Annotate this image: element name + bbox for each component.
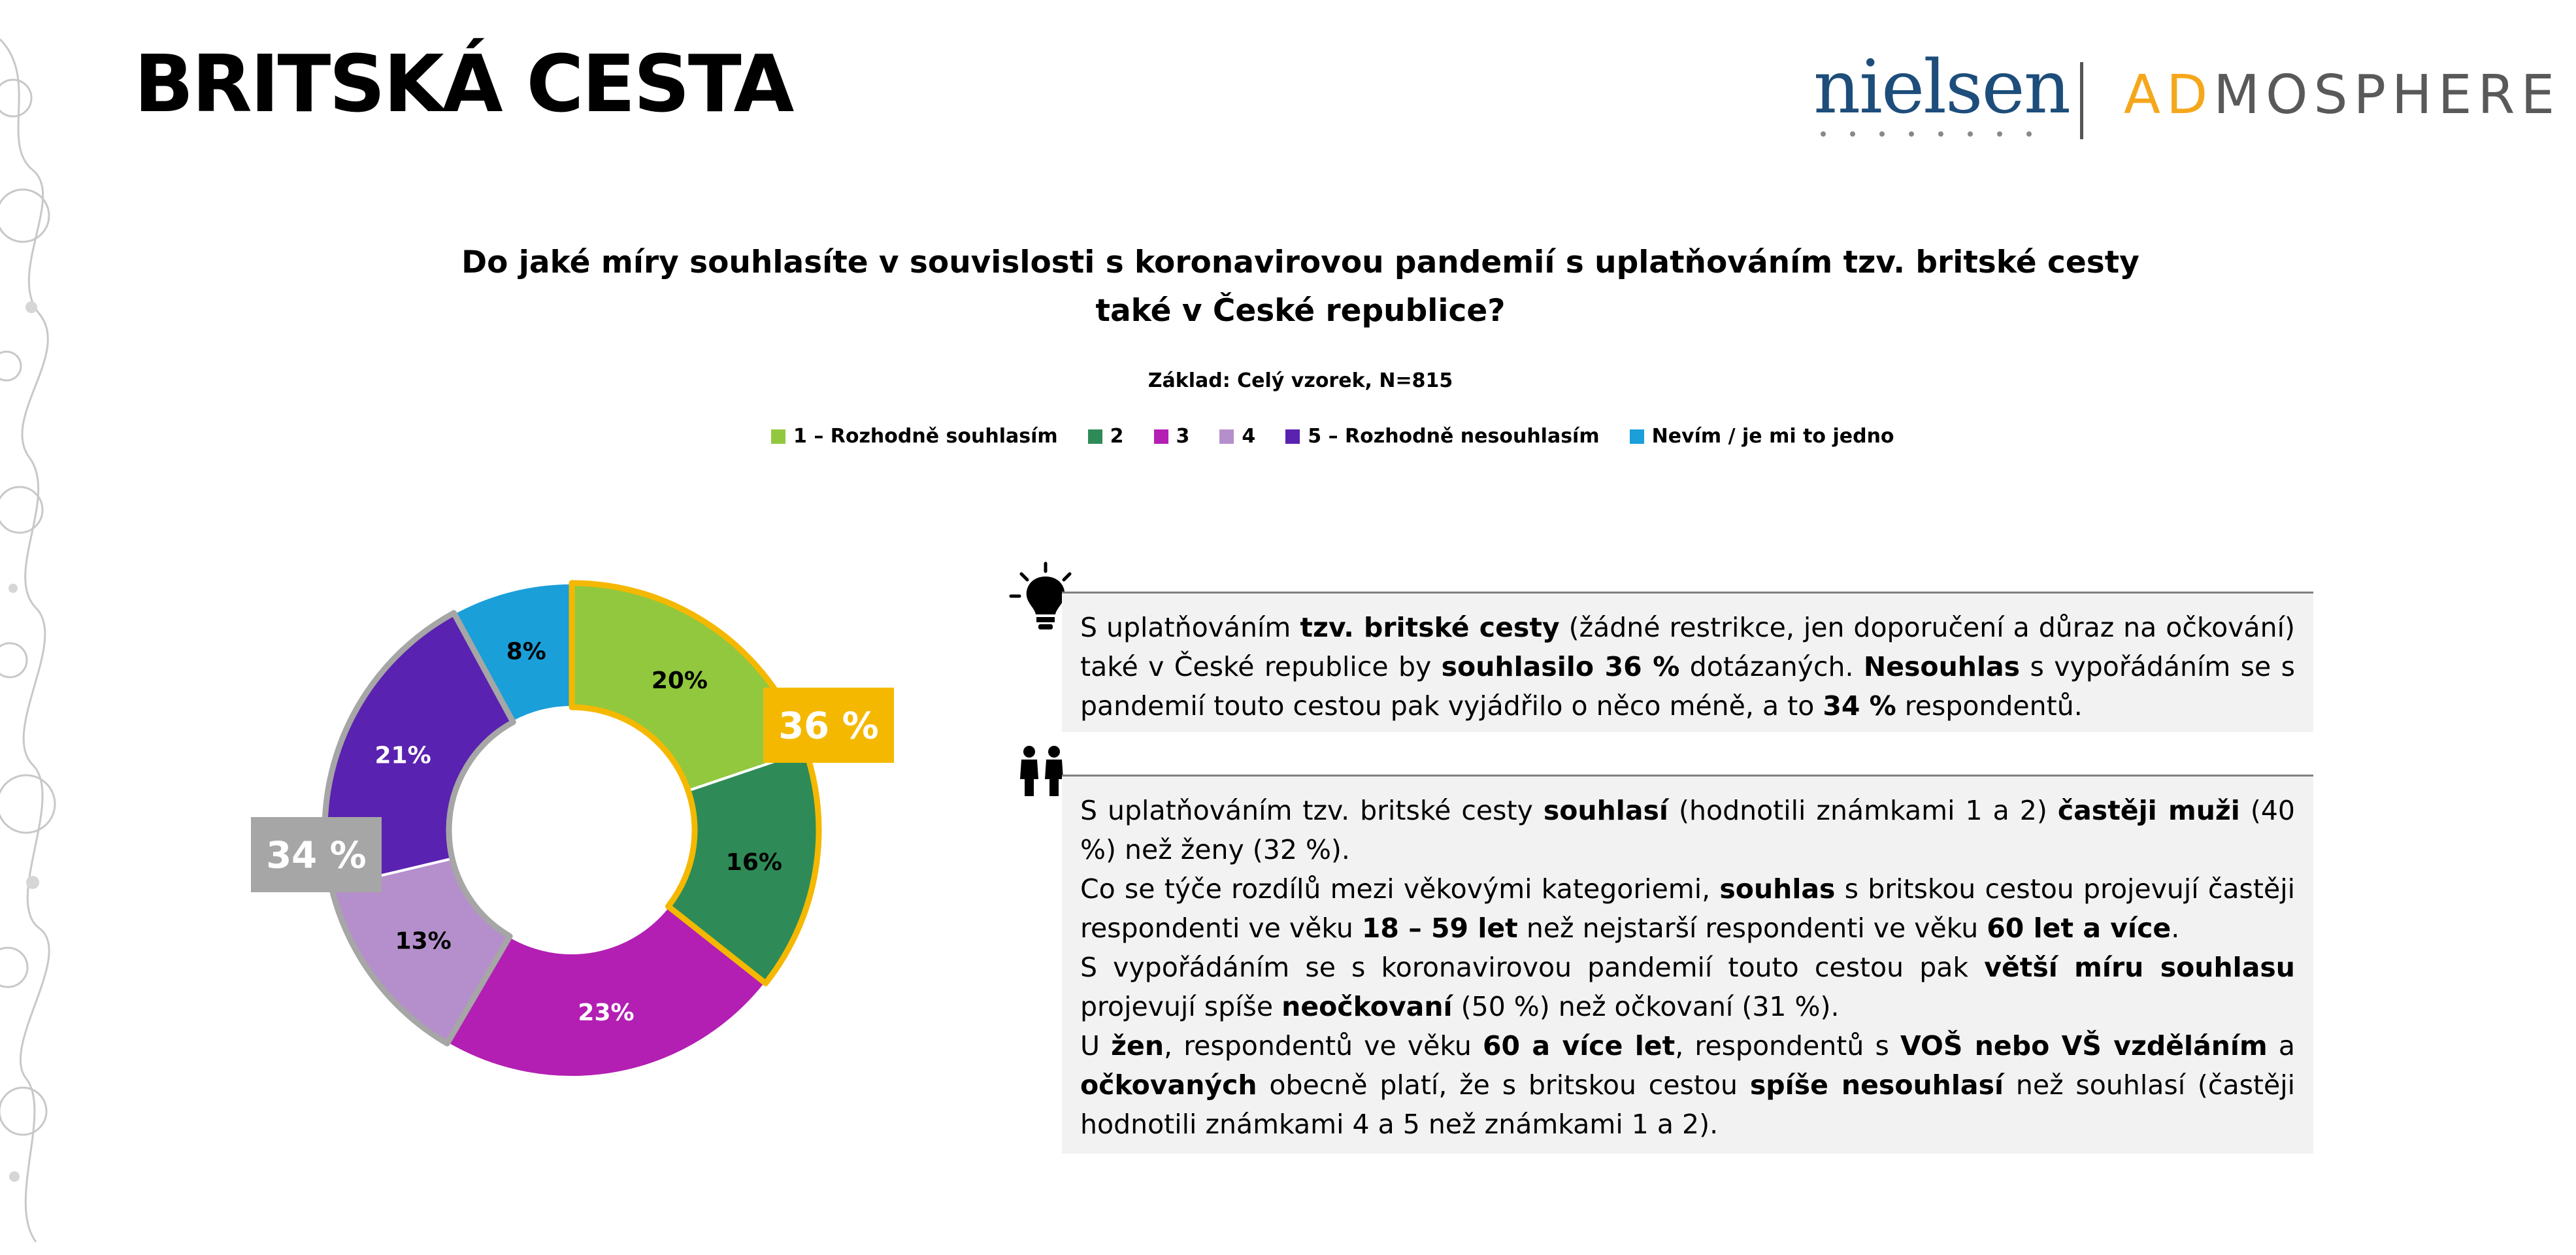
text-run: , respondentů s: [1675, 1030, 1900, 1062]
people-icon: [1016, 745, 1068, 797]
legend-item: [771, 425, 1058, 448]
text-run: tzv. britské cesty: [1300, 612, 1560, 643]
box2-paragraph: [1080, 948, 2295, 1026]
box1-paragraph: [1080, 608, 2295, 726]
text-run: spíše nesouhlasí: [1749, 1069, 2004, 1101]
text-run: neočkovaní: [1281, 991, 1453, 1022]
slice-value-label: 8%: [506, 638, 546, 665]
slice-value-label: 20%: [651, 667, 708, 695]
admosphere-logo-ad: AD: [2124, 64, 2214, 126]
slide-title: BRITSKÁ CESTA: [134, 39, 793, 130]
slice-value-label: 13%: [395, 928, 452, 955]
admosphere-logo-rest: MOSPHERE: [2213, 64, 2561, 126]
chart-subtitle: Základ: Celý vzorek, N=815: [1148, 369, 1453, 392]
text-run: Co se týče rozdílů mezi věkovými kategoriemi,: [1080, 873, 1720, 905]
legend-label: 5 – Rozhodně nesouhlasím: [1308, 425, 1600, 448]
logo-divider: [2080, 62, 2083, 139]
legend-item: [1088, 425, 1124, 448]
legend-swatch: [1285, 429, 1300, 444]
text-run: S uplatňováním tzv. britské cesty: [1080, 795, 1544, 826]
text-run: 18 – 59 let: [1361, 912, 1518, 944]
text-run: a: [2267, 1030, 2295, 1062]
text-run: očkovaných: [1080, 1069, 1257, 1101]
text-run: (50 %) než očkovaní (31 %).: [1452, 991, 1840, 1022]
decorative-swirl-border: [0, 0, 46, 1255]
text-run: U: [1080, 1030, 1112, 1062]
text-run: (žádné restrikce, jen doporučení a důraz na očkování) také v České republice by: [1080, 612, 2296, 682]
admosphere-logo: [2124, 64, 2561, 126]
text-run: 34 %: [1823, 690, 1896, 722]
text-run: než souhlasí (častěji hodnotili známkami 4 a 5 než známkami 1 a 2).: [1080, 1069, 2296, 1140]
legend-swatch: [1630, 429, 1644, 444]
legend-label: 3: [1176, 425, 1190, 448]
text-run: 60 let a více: [1987, 912, 2171, 944]
text-run: s britskou cestou projevují častěji respondenti ve věku: [1080, 873, 2295, 944]
text-run: (hodnotili známkami 1 a 2): [1668, 795, 2058, 826]
key-finding-box: [1062, 592, 2313, 732]
legend-swatch: [1088, 429, 1102, 444]
text-run: větší míru souhlasu: [1984, 952, 2295, 983]
text-run: s vypořádáním se s pandemií touto cestou pak vyjádřilo o něco méně, a to: [1080, 651, 2295, 722]
text-run: obecně platí, že s britskou cestou: [1257, 1069, 1750, 1101]
donut-chart: [235, 543, 879, 1065]
text-run: S uplatňováním: [1080, 612, 1300, 643]
text-run: častěji muži: [2057, 795, 2240, 826]
text-run: projevují spíše: [1080, 991, 1282, 1022]
box2-paragraph: [1080, 791, 2295, 869]
nielsen-logo: nielsen: [1813, 45, 2070, 130]
demographics-box: [1062, 775, 2313, 1154]
text-run: respondentů.: [1896, 690, 2083, 722]
box2-paragraph: [1080, 1026, 2295, 1144]
legend-label: 2: [1110, 425, 1124, 448]
text-run: dotázaných.: [1679, 651, 1864, 682]
text-run: , respondentů ve věku: [1164, 1030, 1483, 1062]
legend-item: [1154, 425, 1190, 448]
legend-label: Nevím / je mi to jedno: [1651, 425, 1894, 448]
slice-value-label: 21%: [374, 742, 431, 769]
text-run: S vypořádáním se s koronavirovou pandemií touto cestou pak: [1080, 952, 1985, 983]
chart-legend: [771, 425, 1894, 448]
legend-label: 4: [1242, 425, 1256, 448]
text-run: žen: [1111, 1030, 1164, 1062]
legend-item: [1219, 425, 1255, 448]
text-run: souhlasilo 36 %: [1441, 651, 1680, 682]
text-run: 60 a více let: [1483, 1030, 1676, 1062]
group-badge-label: 34 %: [266, 834, 367, 877]
legend-swatch: [1154, 429, 1168, 444]
legend-item: [1285, 425, 1599, 448]
text-run: VOŠ nebo VŠ vzděláním: [1900, 1030, 2268, 1062]
legend-swatch: [771, 429, 785, 444]
slice-value-label: 16%: [725, 849, 782, 877]
nielsen-logo-dots: [1820, 131, 2036, 137]
text-run: souhlas: [1719, 873, 1836, 905]
group-badge-label: 36 %: [778, 705, 879, 748]
text-run: .: [2171, 912, 2180, 944]
slice-value-label: 23%: [578, 999, 635, 1027]
chart-title: Do jaké míry souhlasíte v souvislosti s koronavirovou pandemií s uplatňováním tzv. britské cesty také v České republice?: [461, 244, 2139, 329]
box2-paragraph: [1080, 869, 2295, 948]
legend-label: 1 – Rozhodně souhlasím: [793, 425, 1058, 448]
legend-item: [1630, 425, 1894, 448]
legend-swatch: [1219, 429, 1234, 444]
text-run: Nesouhlas: [1863, 651, 2021, 682]
text-run: souhlasí: [1543, 795, 1668, 826]
text-run: (40 %) než ženy (32 %).: [1080, 795, 2295, 865]
text-run: než nejstarší respondenti ve věku: [1517, 912, 1987, 944]
